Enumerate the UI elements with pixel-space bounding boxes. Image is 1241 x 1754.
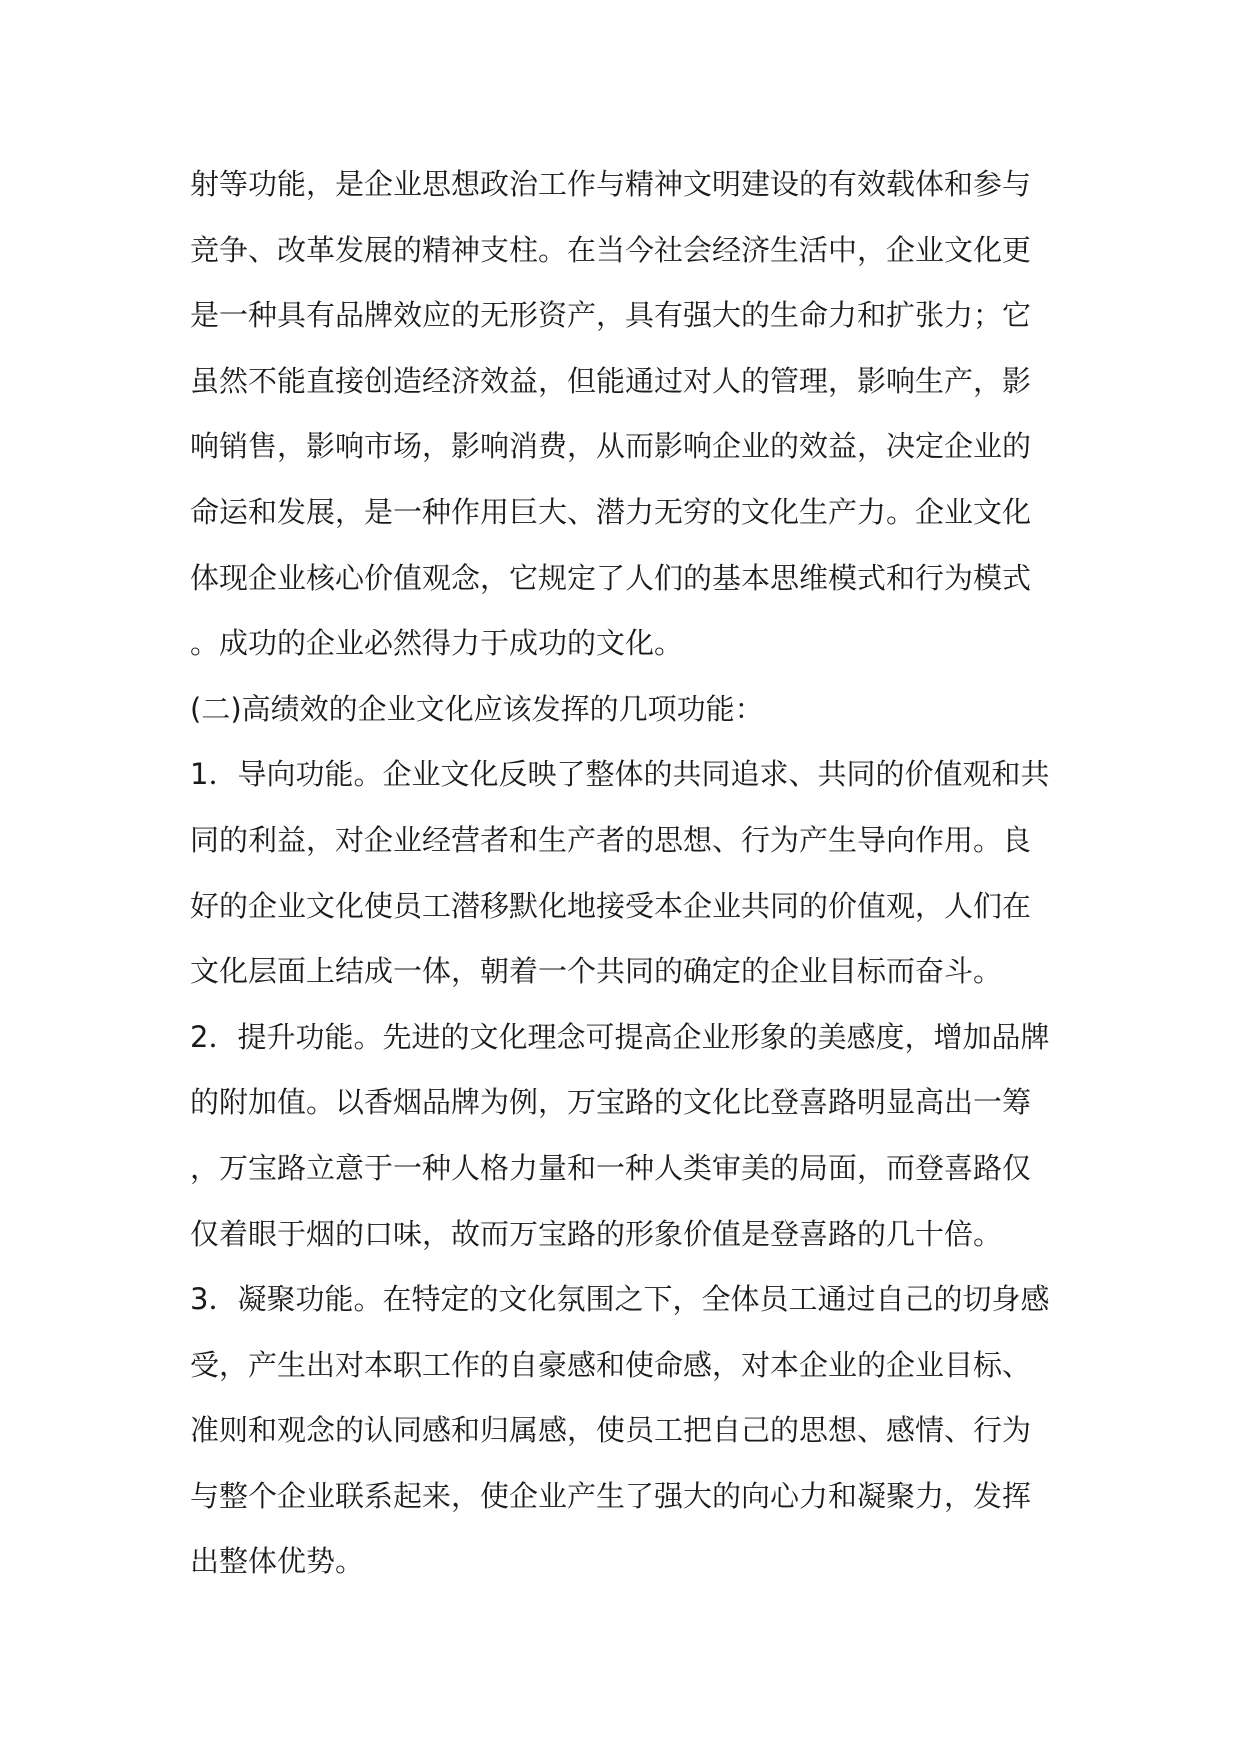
text-line: 体现企业核心价值观念，它规定了人们的基本思维模式和行为模式	[190, 560, 1032, 595]
body-text	[190, 152, 1070, 1595]
text-line: 。成功的企业必然得力于成功的文化。	[190, 626, 684, 661]
text-line: 同的利益，对企业经营者和生产者的思想、行为产生导向作用。良	[190, 822, 1032, 857]
section-heading: (二)高绩效的企业文化应该发挥的几项功能：	[190, 691, 764, 726]
text-line: 命运和发展，是一种作用巨大、潜力无穷的文化生产力。企业文化	[190, 494, 1032, 529]
text-line: 的附加值。以香烟品牌为例，万宝路的文化比登喜路明显高出一筹	[190, 1085, 1032, 1120]
text-line: 出整体优势。	[190, 1544, 365, 1579]
text-line: 好的企业文化使员工潜移默化地接受本企业共同的价值观，人们在	[190, 888, 1032, 923]
text-line: 响销售，影响市场，影响消费，从而影响企业的效益，决定企业的	[190, 429, 1032, 464]
text-line: 虽然不能直接创造经济效益，但能通过对人的管理，影响生产，影	[190, 363, 1032, 398]
list-item-2-line: 2．提升功能。先进的文化理念可提高企业形象的美感度，增加品牌	[190, 1019, 1050, 1054]
list-item-3-line: 3．凝聚功能。在特定的文化氛围之下，全体员工通过自己的切身感	[190, 1282, 1050, 1317]
text-line: 仅着眼于烟的口味，故而万宝路的形象价值是登喜路的几十倍。	[190, 1216, 1003, 1251]
text-line: ，万宝路立意于一种人格力量和一种人类审美的局面，而登喜路仅	[190, 1150, 1032, 1185]
text-line: 准则和观念的认同感和归属感，使员工把自己的思想、感情、行为	[190, 1413, 1032, 1448]
text-line: 射等功能，是企业思想政治工作与精神文明建设的有效载体和参与	[190, 167, 1032, 201]
text-line: 受，产生出对本职工作的自豪感和使命感，对本企业的企业目标、	[190, 1347, 1032, 1382]
text-line: 竞争、改革发展的精神支柱。在当今社会经济生活中，企业文化更	[190, 232, 1032, 267]
text-line: 文化层面上结成一体，朝着一个共同的确定的企业目标而奋斗。	[190, 954, 1003, 989]
list-item-1-line: 1．导向功能。企业文化反映了整体的共同追求、共同的价值观和共	[190, 757, 1050, 792]
text-line: 与整个企业联系起来，使企业产生了强大的向心力和凝聚力，发挥	[190, 1478, 1032, 1513]
text-line: 是一种具有品牌效应的无形资产，具有强大的生命力和扩张力；它	[190, 298, 1032, 333]
